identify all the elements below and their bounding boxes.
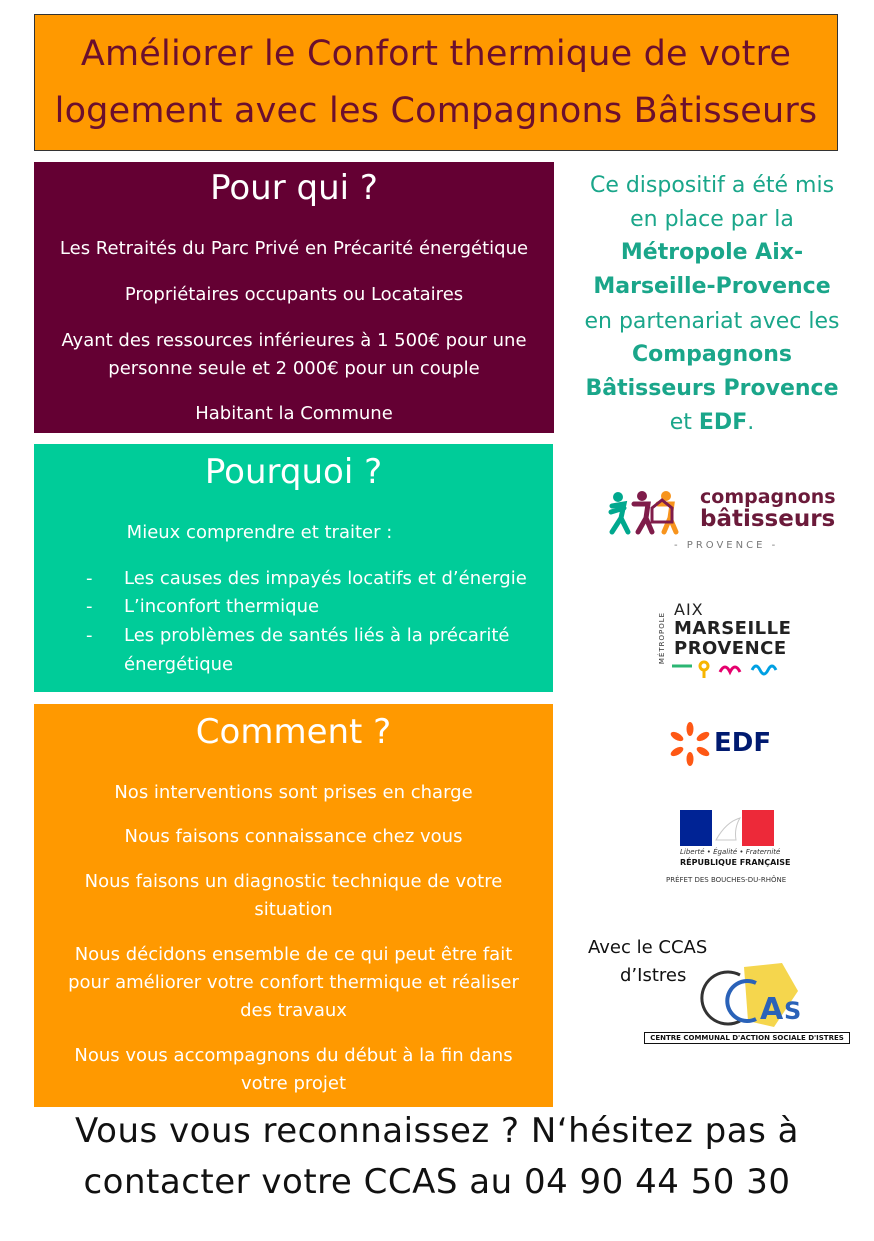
comment-line: votre projet xyxy=(240,1073,347,1094)
partners-line-edf xyxy=(562,410,862,435)
pourquoi-bullet: Les causes des impayés locatifs et d’énergie xyxy=(124,568,527,589)
partners-line: Ce dispositif a été mis xyxy=(589,173,835,198)
svg-text:A: A xyxy=(760,992,784,1027)
partners-period: . xyxy=(747,410,755,435)
pourquoi-bullet: énergétique xyxy=(124,654,234,675)
pour-qui-line: Les Retraités du Parc Privé en Précarité énergétique xyxy=(59,238,529,259)
rf-motto: Liberté • Égalité • Fraternité xyxy=(680,848,781,856)
ccas-banner xyxy=(644,1032,850,1044)
partners-line-metropole: Métropole Aix- xyxy=(620,240,804,265)
amp-aix: AIX xyxy=(674,600,704,619)
pourquoi-panel xyxy=(34,444,553,692)
pour-qui-title: Pour qui ? xyxy=(210,168,378,208)
page-title xyxy=(55,26,818,140)
bullet-dash: - xyxy=(86,596,93,617)
ccas-logo-icon xyxy=(652,961,842,1037)
cb-line-1: compagnons xyxy=(700,486,836,508)
edf-logo xyxy=(668,722,788,768)
edf-wordmark: EDF xyxy=(714,728,772,758)
pourquoi-bullet: Les problèmes de santés liés à la précarité xyxy=(124,625,510,646)
comment-panel xyxy=(34,704,553,1107)
amp-vertical-label: MÉTROPOLE xyxy=(658,611,667,665)
footer-line-2: contacter votre CCAS au 04 90 44 50 30 xyxy=(83,1162,791,1202)
comment-line: Nous faisons connaissance chez vous xyxy=(124,826,463,847)
ccas-line-1: Avec le CCAS xyxy=(588,937,708,958)
aix-marseille-provence-logo xyxy=(660,600,792,682)
partners-et: et xyxy=(669,410,699,435)
partners-line-compagnons: Compagnons xyxy=(631,342,793,367)
partners-line-metropole: Marseille-Provence xyxy=(593,274,831,299)
comment-line: situation xyxy=(254,899,333,920)
svg-text:S: S xyxy=(784,997,802,1025)
partners-line: en place par la xyxy=(630,207,794,232)
footer-line-1: Vous vous reconnaissez ? N‘hésitez pas à xyxy=(75,1111,799,1151)
comment-line: Nous faisons un diagnostic technique de votre xyxy=(84,871,503,892)
compagnons-figures-icon xyxy=(608,490,690,536)
cb-line-2: bâtisseurs xyxy=(700,506,836,532)
amp-marseille: MARSEILLE xyxy=(674,618,792,639)
pour-qui-line: Ayant des ressources inférieures à 1 500€ pour une xyxy=(61,330,527,351)
partners-line-compagnons: Bâtisseurs Provence xyxy=(585,376,839,401)
rf-prefet: PRÉFET DES BOUCHES-DU-RHÔNE xyxy=(666,876,787,884)
rf-name: RÉPUBLIQUE FRANÇAISE xyxy=(680,858,791,867)
pour-qui-line: Propriétaires occupants ou Locataires xyxy=(124,284,464,305)
cb-line-3: - PROVENCE - xyxy=(674,540,779,551)
title-line-1: Améliorer le Confort thermique de votre xyxy=(80,33,792,74)
bullet-dash: - xyxy=(86,568,93,589)
compagnons-batisseurs-logo xyxy=(608,484,848,556)
comment-line: Nous décidons ensemble de ce qui peut être fait xyxy=(74,944,513,965)
bullet-dash: - xyxy=(86,625,93,646)
comment-line: pour améliorer votre confort thermique et réaliser xyxy=(68,972,519,993)
amp-waves-icon xyxy=(672,660,792,680)
ccas-block xyxy=(586,935,856,1050)
comment-line: Nos interventions sont prises en charge xyxy=(114,782,473,803)
partners-edf: EDF xyxy=(698,410,748,435)
title-line-2: logement avec les Compagnons Bâtisseurs xyxy=(54,90,818,131)
partners-line: en partenariat avec les xyxy=(584,309,840,334)
comment-line: Nous vous accompagnons du début à la fin dans xyxy=(74,1045,513,1066)
pourquoi-intro: Mieux comprendre et traiter : xyxy=(126,522,393,543)
comment-title: Comment ? xyxy=(195,712,392,752)
edf-sun-icon xyxy=(668,722,712,766)
pour-qui-line: personne seule et 2 000€ pour un couple xyxy=(108,358,480,379)
amp-provence: PROVENCE xyxy=(674,638,787,659)
republique-francaise-logo xyxy=(660,810,790,890)
pourquoi-title: Pourquoi ? xyxy=(204,452,383,492)
title-banner xyxy=(34,14,838,151)
pour-qui-line: Habitant la Commune xyxy=(195,403,393,424)
pourquoi-bullet: L’inconfort thermique xyxy=(124,596,320,617)
comment-line: des travaux xyxy=(240,1000,347,1021)
ccas-line-2: d’Istres xyxy=(620,965,687,986)
marianne-flag-icon xyxy=(680,810,774,846)
pour-qui-panel xyxy=(34,162,554,433)
ccas-banner-text: CENTRE COMMUNAL D'ACTION SOCIALE D'ISTRES xyxy=(650,1034,844,1042)
